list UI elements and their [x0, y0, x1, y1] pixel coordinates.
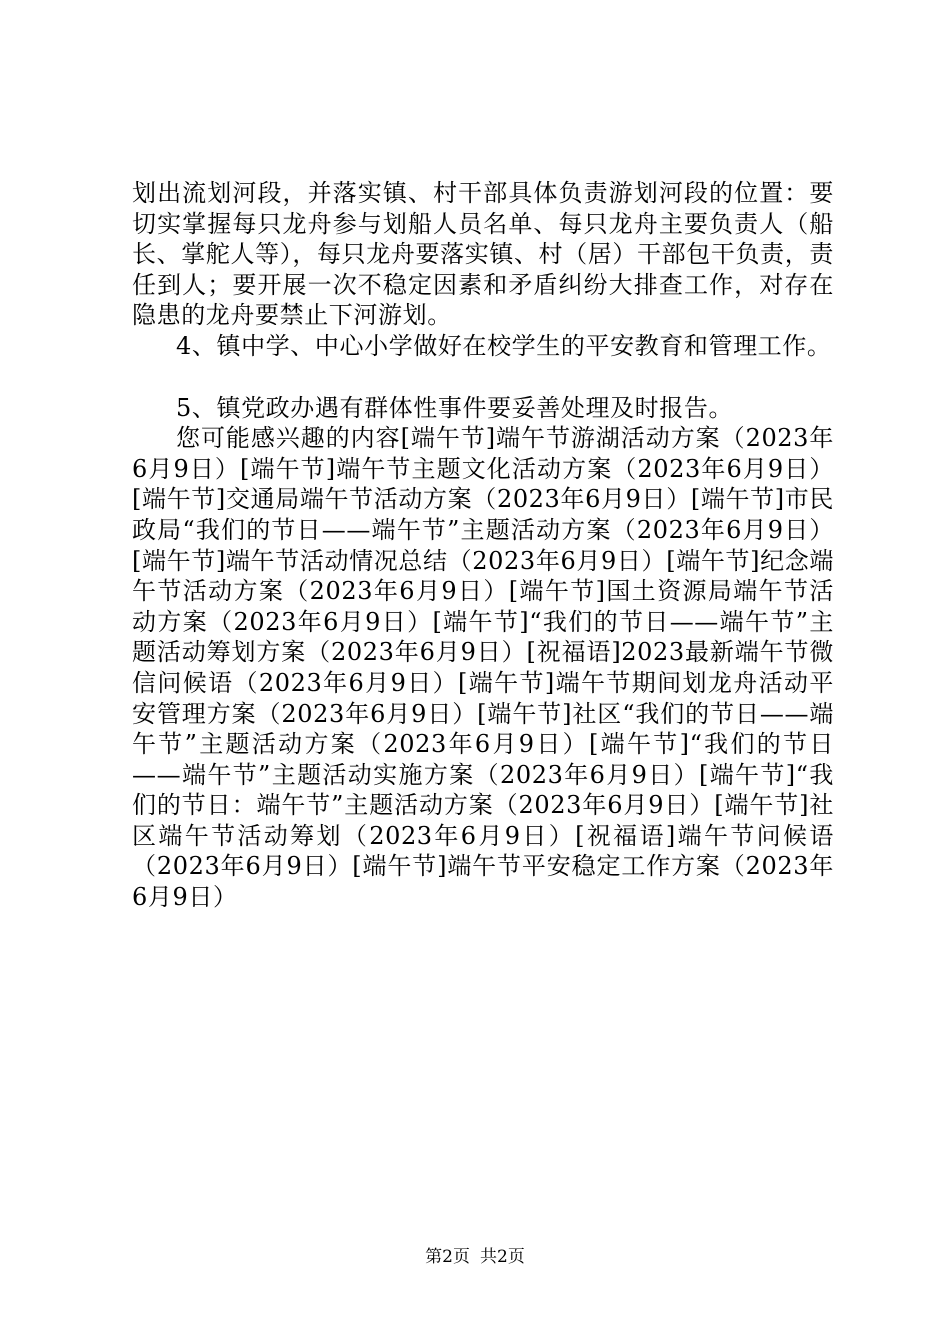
document-body [132, 178, 834, 913]
related-content: 您可能感兴趣的内容[端午节]端午节游湖活动方案（2023年6月9日）[端午节]端午节主题文化活动方案（2023年6月9日）[端午节]交通局端午节活动方案（2023年6月9日）[端午节]市民政局“我们的节日——端午节”主题活动方案（2023年6月9日）[端午节]端午节活动情况总结（2023年6月9日）[端午节]纪念端午节活动方案（2023年6月9日）[端午节]国土资源局端午节活动方案（2023年6月9日）[端午节]“我们的节日——端午节”主题活动筹划方案（2023年6月9日）[祝福语]2023最新端午节微信问候语（2023年6月9日）[端午节]端午节期间划龙舟活动平安管理方案（2023年6月9日）[端午节]社区“我们的节日——端午节”主题活动方案（2023年6月9日）[端午节]“我们的节日——端午节”主题活动实施方案（2023年6月9日）[端午节]“我们的节日：端午节”主题活动方案（2023年6月9日）[端午节]社区端午节活动筹划（2023年6月9日）[祝福语]端午节问候语（2023年6月9日）[端午节]端午节平安稳定工作方案（2023年6月9日） [132, 424, 834, 912]
item-4: 4、镇中学、中心小学做好在校学生的平安教育和管理工作。 [176, 331, 832, 360]
page-footer [0, 1246, 950, 1268]
item-5: 5、镇党政办遇有群体性事件要妥善处理及时报告。 [176, 393, 734, 422]
page-total: 共2页 [480, 1247, 525, 1267]
page-number: 第2页 [425, 1247, 470, 1267]
paragraph-continued: 划出流划河段，并落实镇、村干部具体负责游划河段的位置：要切实掌握每只龙舟参与划船人员名单、每只龙舟主要负责人（船长、掌舵人等），每只龙舟要落实镇、村（居）干部包干负责，责任到人；要开展一次不稳定因素和矛盾纠纷大排查工作，对存在隐患的龙舟要禁止下河游划。 [132, 179, 834, 330]
